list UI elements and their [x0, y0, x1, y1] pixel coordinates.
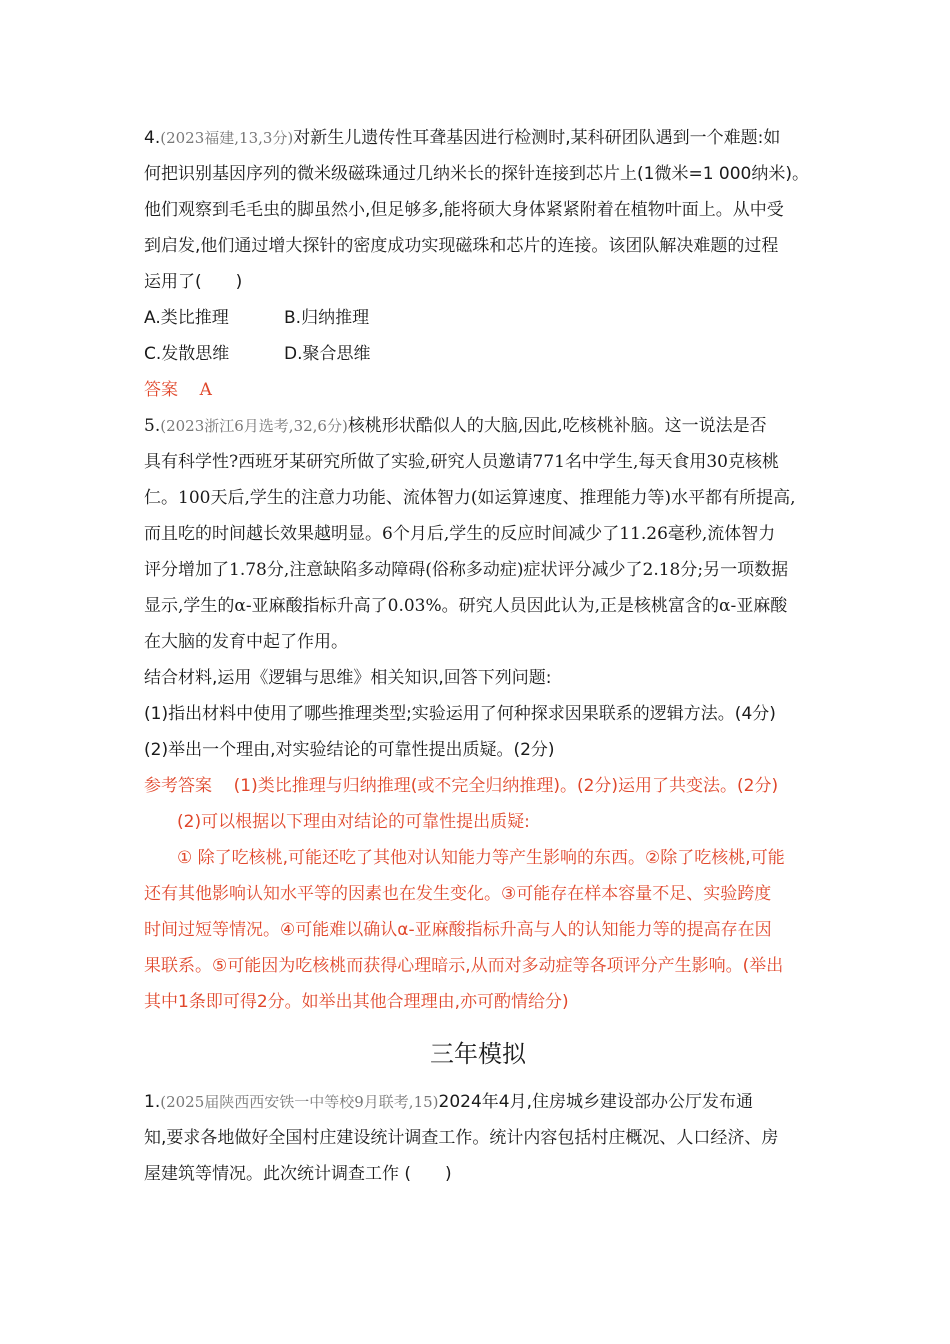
m1-line-1 — [144, 1084, 812, 1120]
q4-answer-value: A — [199, 380, 212, 400]
section-title: 三年模拟 — [430, 1040, 526, 1068]
q4-option-d: D.聚合思维 — [284, 344, 371, 364]
q5-ref-3-line-4: 果联系。⑤可能因为吃核桃而获得心理暗示,从而对多动症等各项评分产生影响。(举出 — [144, 956, 784, 976]
q5-ref-3-line-5: 其中1条即可得2分。如举出其他合理理由,亦可酌情给分) — [144, 992, 569, 1012]
q5-prompt: 结合材料,运用《逻辑与思维》相关知识,回答下列问题: — [144, 668, 552, 688]
q4-options-row-2 — [144, 336, 812, 372]
q5-reference-answer — [144, 768, 812, 804]
q4-line-3: 他们观察到毛毛虫的脚虽然小,但足够多,能将硕大身体紧紧附着在植物叶面上。从中受 — [144, 200, 784, 220]
q5-line-4: 而且吃的时间越长效果越明显。6个月后,学生的反应时间减少了11.26毫秒,流体智力 — [144, 524, 776, 544]
m1-line-3: 屋建筑等情况。此次统计调查工作 ( ) — [144, 1164, 452, 1184]
q4-answer-label: 答案 — [144, 380, 178, 400]
q5-text: 核桃形状酷似人的大脑,因此,吃核桃补脑。这一说法是否 — [347, 416, 767, 436]
q4-options-row-1 — [144, 300, 812, 336]
q4-number: 4. — [144, 128, 161, 148]
q5-line-7: 在大脑的发育中起了作用。 — [144, 632, 348, 652]
q4-option-a: A.类比推理 — [144, 308, 229, 328]
q5-ref-3-line-1: ① 除了吃核桃,可能还吃了其他对认知能力等产生影响的东西。②除了吃核桃,可能 — [177, 848, 785, 868]
q5-line-5: 评分增加了1.78分,注意缺陷多动障碍(俗称多动症)症状评分减少了2.18分;另一项数据 — [144, 560, 789, 580]
q4-line-4: 到启发,他们通过增大探针的密度成功实现磁珠和芯片的连接。该团队解决难题的过程 — [144, 236, 779, 256]
q4-line-5: 运用了( ) — [144, 272, 243, 292]
q5-line-3: 仁。100天后,学生的注意力功能、流体智力(如运算速度、推理能力等)水平都有所提高, — [144, 488, 796, 508]
q5-ref-3-line-2: 还有其他影响认知水平等的因素也在发生变化。③可能存在样本容量不足、实验跨度 — [144, 884, 772, 904]
q5-ref-3-line-3: 时间过短等情况。④可能难以确认α-亚麻酸指标升高与人的认知能力等的提高存在因 — [144, 920, 772, 940]
m1-line-2: 知,要求各地做好全国村庄建设统计调查工作。统计内容包括村庄概况、人口经济、房 — [144, 1128, 779, 1148]
q5-line-1 — [144, 408, 812, 444]
q5-sub-question-2: (2)举出一个理由,对实验结论的可靠性提出质疑。(2分) — [144, 740, 555, 760]
q5-number: 5. — [144, 416, 161, 436]
q5-sub-question-1: (1)指出材料中使用了哪些推理类型;实验运用了何种探求因果联系的逻辑方法。(4分) — [144, 704, 776, 724]
q5-ref-label: 参考答案 — [144, 776, 212, 796]
q4-text: 对新生儿遗传性耳聋基因进行检测时,某科研团队遇到一个难题:如 — [293, 128, 781, 148]
q4-option-c: C.发散思维 — [144, 344, 230, 364]
m1-source: (2025届陕西西安铁一中等校9月联考,15) — [160, 1093, 439, 1111]
q4-answer — [144, 372, 812, 408]
m1-text: 2024年4月,住房城乡建设部办公厅发布通 — [438, 1092, 753, 1112]
q4-source: (2023福建,13,3分) — [160, 129, 294, 147]
q5-source: (2023浙江6月选考,32,6分) — [160, 417, 348, 435]
q5-line-2: 具有科学性?西班牙某研究所做了实验,研究人员邀请771名中学生,每天食用30克核桃 — [144, 452, 779, 472]
q4-option-b: B.归纳推理 — [284, 308, 370, 328]
m1-number: 1. — [144, 1092, 161, 1112]
q5-line-6: 显示,学生的α-亚麻酸指标升高了0.03%。研究人员因此认为,正是核桃富含的α-亚麻酸 — [144, 596, 788, 616]
q4-line-1 — [144, 120, 812, 156]
document-page — [144, 120, 812, 1192]
q4-line-2: 何把识别基因序列的微米级磁珠通过几纳米长的探针连接到芯片上(1微米=1 000纳米)。 — [144, 164, 809, 184]
q5-ref-2: (2)可以根据以下理由对结论的可靠性提出质疑: — [177, 812, 530, 832]
q5-ref-1: (1)类比推理与归纳推理(或不完全归纳推理)。(2分)运用了共变法。(2分) — [233, 776, 779, 796]
